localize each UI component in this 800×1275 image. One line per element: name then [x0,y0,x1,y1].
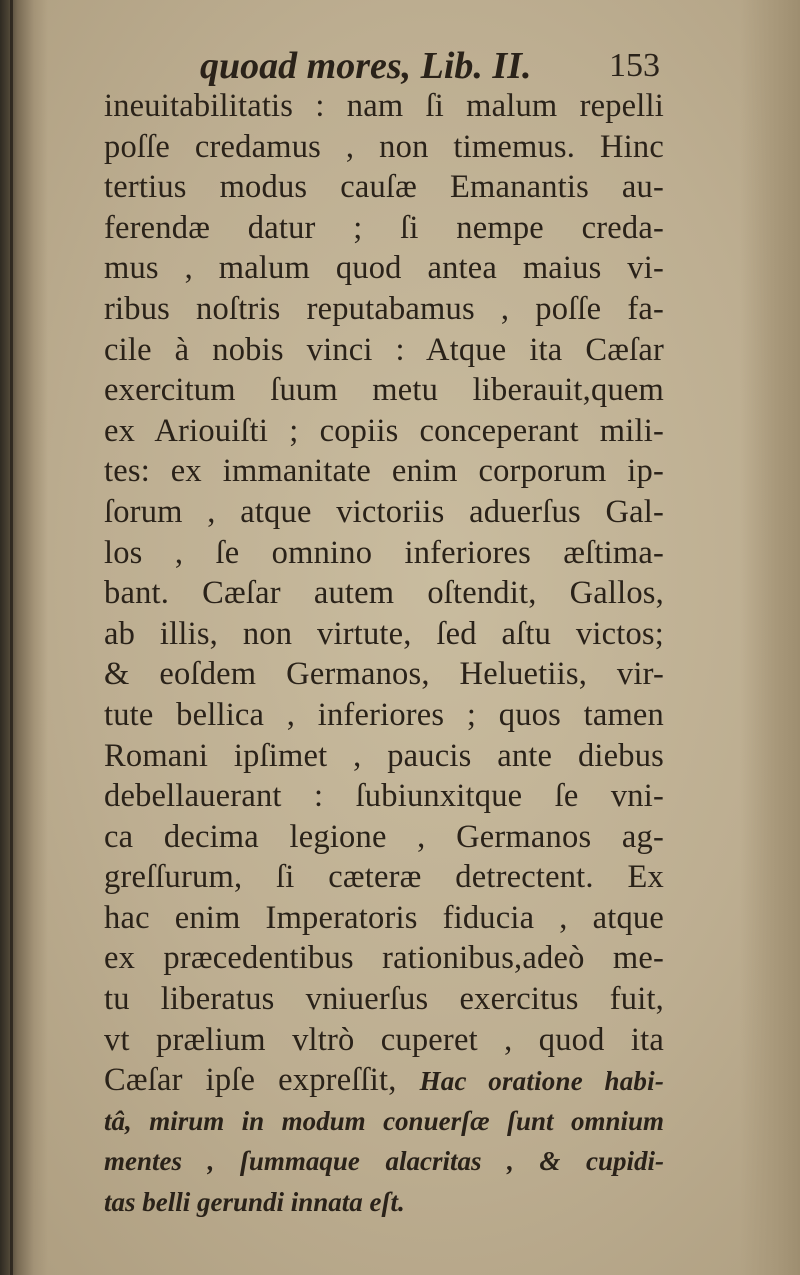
text-line: Romani ipſimet , paucis ante diebus [104,737,664,774]
text-line: ex Ariouiſti ; copiis conceperant mili- [104,412,664,449]
text-line: greſſurum, ſi cæteræ detrectent. Ex [104,859,664,896]
text-segment-italic: Hac oratione habi- [419,1066,665,1097]
text-line-mixed [104,1060,664,1101]
page-edge-shading [740,0,800,1275]
italic-quote-line: tâ, mirum in modum conuerſæ ſunt omnium [104,1105,664,1136]
text-line: poſſe credamus , non timemus. Hinc [104,128,664,165]
text-line: bant. Cæſar autem oſtendit, Gallos, [104,575,664,612]
text-line: ribus noſtris reputabamus , poſſe fa- [104,290,664,327]
body-text [104,86,664,1223]
text-line: los , ſe omnino inferiores æſtima- [104,534,664,571]
binding-gutter [0,0,48,1275]
text-line: ab illis, non virtute, ſed aſtu victos; [104,615,664,652]
text-line: debellauerant : ſubiunxitque ſe vni- [104,778,664,815]
text-line: tertius modus cauſæ Emanantis au- [104,169,664,206]
italic-quote-line: mentes , ſummaque alacritas , & cupidi- [104,1146,664,1177]
text-line: ſorum , atque victoriis aduerſus Gal- [104,493,664,530]
text-line: tu liberatus vniuerſus exercitus fuit, [104,981,664,1018]
text-line: tute bellica , inferiores ; quos tamen [104,696,664,733]
text-line: ineuitabilitatis : nam ſi malum repelli [104,88,664,124]
text-line: & eoſdem Germanos, Heluetiis, vir- [104,656,664,693]
text-line: vt prælium vltrò cuperet , quod ita [104,1021,664,1058]
page-number: 153 [609,47,660,84]
italic-quote-line: tas belli gerundi innata eſt. [104,1187,405,1218]
text-line: mus , malum quod antea maius vi- [104,250,664,287]
text-line: ca decima legione , Germanos ag- [104,818,664,855]
text-line: cile à nobis vinci : Atque ita Cæſar [104,331,664,368]
binding-shadow-line [10,0,13,1275]
text-line: hac enim Imperatoris fiducia , atque [104,899,664,936]
text-line: exercitum ſuum metu liberauit,quem [104,372,664,409]
page-header [200,40,660,92]
text-line: tes: ex immanitate enim corporum ip- [104,453,664,490]
text-line: ferendæ datur ; ſi nempe creda- [104,209,664,246]
text-line: ex præcedentibus rationibus,adeò me- [104,940,664,977]
text-segment-roman: Cæſar ipſe expreſſit, [104,1062,397,1099]
running-title: quoad mores, Lib. II. [200,45,532,87]
